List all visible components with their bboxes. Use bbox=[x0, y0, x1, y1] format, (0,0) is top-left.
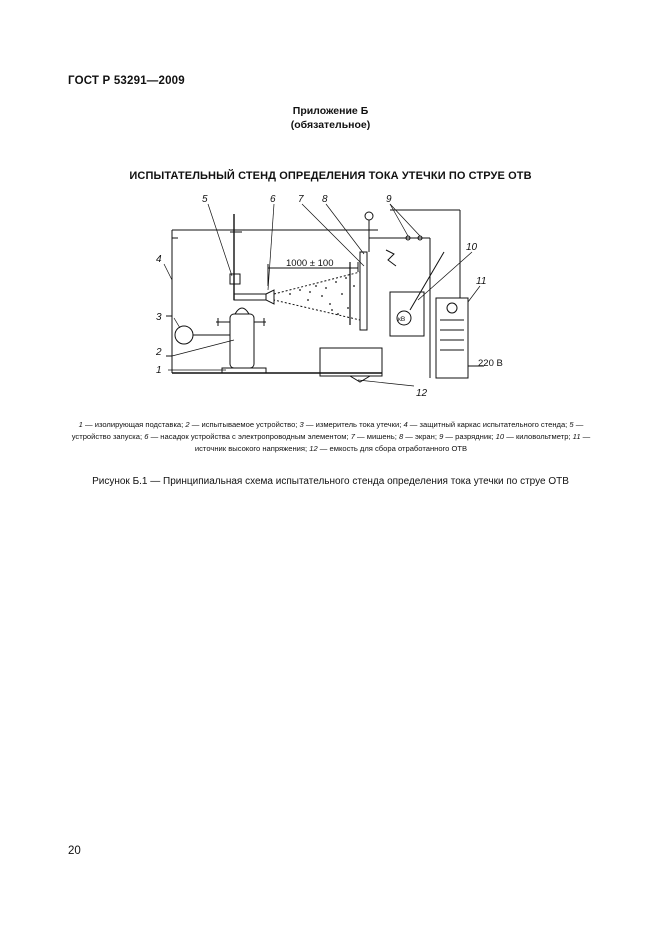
legend-separator: — bbox=[580, 432, 591, 441]
section-title: ИСПЫТАТЕЛЬНЫЙ СТЕНД ОПРЕДЕЛЕНИЯ ТОКА УТЕЧКИ ПО СТРУЕ ОТВ bbox=[129, 170, 532, 182]
test-stand-diagram bbox=[150, 190, 510, 405]
page-number: 20 bbox=[68, 845, 81, 857]
callout-4: 4 bbox=[156, 254, 162, 265]
callout-10: 10 bbox=[466, 242, 478, 253]
legend-item-text: насадок устройства с электропроводным элементом; bbox=[160, 432, 349, 441]
kilovoltmeter-label: кВ bbox=[398, 316, 406, 323]
legend-separator: — bbox=[407, 420, 420, 429]
appendix-title: Приложение Б bbox=[292, 105, 369, 117]
legend-item-number: 4 bbox=[403, 420, 408, 429]
diagram-svg bbox=[150, 190, 510, 405]
legend-item-text: измеритель тока утечки; bbox=[315, 420, 402, 429]
callout-3: 3 bbox=[156, 312, 162, 323]
legend-item-text: испытываемое устройство; bbox=[201, 420, 298, 429]
discharger-spark bbox=[386, 250, 396, 266]
figure-legend bbox=[68, 419, 594, 455]
appendix-status: (обязательное) bbox=[290, 119, 371, 131]
callout-5: 5 bbox=[202, 194, 208, 205]
legend-separator: — bbox=[189, 420, 202, 429]
legend-separator: — bbox=[573, 420, 584, 429]
leakage-current-meter bbox=[175, 326, 193, 344]
legend-item-text: изолирующая подставка; bbox=[94, 420, 184, 429]
spray-cone bbox=[274, 272, 360, 320]
legend-item-text: емкость для сбора отработанного ОТВ bbox=[329, 444, 468, 453]
hv-source bbox=[436, 298, 468, 378]
legend-item-number: 5 bbox=[569, 420, 574, 429]
voltage-label: 220 В bbox=[478, 358, 503, 369]
document-header: ГОСТ Р 53291—2009 bbox=[68, 75, 185, 87]
rod-top-ball bbox=[365, 212, 373, 220]
legend-item-number: 11 bbox=[572, 432, 581, 441]
legend-item-text: разрядник; bbox=[455, 432, 494, 441]
tested-device bbox=[230, 314, 254, 368]
legend-item-number: 8 bbox=[398, 432, 404, 441]
callout-11: 11 bbox=[476, 276, 487, 287]
legend-item-text: экран; bbox=[415, 432, 437, 441]
legend-item-number: 12 bbox=[309, 444, 318, 453]
legend-item-text: киловольтметр; bbox=[515, 432, 571, 441]
legend-item-number: 10 bbox=[495, 432, 505, 441]
legend-separator: — bbox=[317, 444, 330, 453]
callout-6: 6 bbox=[270, 194, 276, 205]
callout-7: 7 bbox=[298, 194, 304, 205]
legend-separator: — bbox=[303, 420, 316, 429]
legend-item-text: защитный каркас испытательного стенда; bbox=[419, 420, 568, 429]
legend-item-number: 2 bbox=[185, 420, 190, 429]
nozzle-holder bbox=[234, 294, 266, 300]
distance-label: 1000 ± 100 bbox=[286, 258, 334, 269]
legend-item-text: мишень; bbox=[366, 432, 397, 441]
legend-separator: — bbox=[354, 432, 367, 441]
figure-caption: Рисунок Б.1 — Принципиальная схема испытательного стенда определения тока утечки по струе ОТВ bbox=[92, 476, 569, 487]
legend-item-text: устройство запуска; bbox=[71, 432, 143, 441]
legend-item-number: 6 bbox=[144, 432, 149, 441]
callout-12: 12 bbox=[416, 388, 428, 399]
legend-item-number: 9 bbox=[439, 432, 444, 441]
callout-2: 2 bbox=[156, 347, 162, 358]
legend-item-number: 3 bbox=[299, 420, 304, 429]
nozzle bbox=[266, 290, 274, 304]
target bbox=[360, 252, 367, 330]
appendix-heading bbox=[0, 104, 661, 132]
legend-item-number: 1 bbox=[78, 420, 83, 429]
legend-separator: — bbox=[148, 432, 161, 441]
legend-separator: — bbox=[443, 432, 456, 441]
legend-separator: — bbox=[403, 432, 415, 441]
callout-1: 1 bbox=[156, 365, 162, 376]
callout-8: 8 bbox=[322, 194, 328, 205]
legend-separator: — bbox=[82, 420, 95, 429]
legend-item-number: 7 bbox=[350, 432, 355, 441]
legend-separator: — bbox=[504, 432, 516, 441]
legend-item-text: источник высокого напряжения; bbox=[194, 444, 308, 453]
collection-tank bbox=[320, 348, 382, 376]
callout-9: 9 bbox=[386, 194, 392, 205]
kilovoltmeter-box bbox=[390, 292, 424, 336]
